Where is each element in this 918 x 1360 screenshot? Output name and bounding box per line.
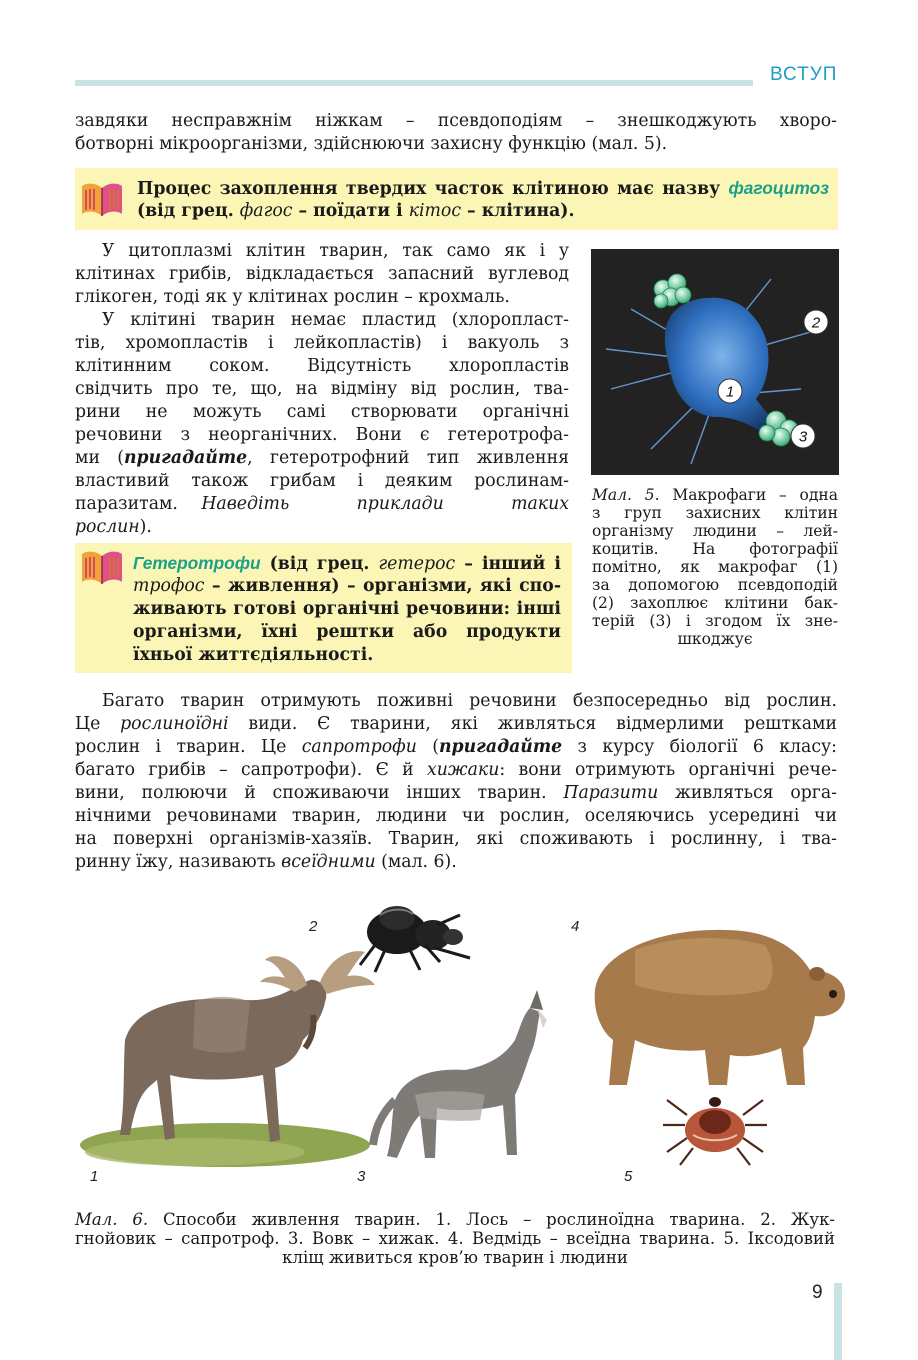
- para3-line-1: Багато тварин отримують поживні речовини безпосередньо від рослин.: [102, 691, 837, 711]
- definition-heterotrophs-line-5: їхньої життєдіяльності.: [133, 645, 374, 665]
- fig5-caption-line-7: (2) захоплює клітини бак-: [592, 594, 838, 612]
- para3-line-4: багато грибів – сапротрофи). Є й хижаки: вони отримують органічні рече-: [75, 760, 837, 780]
- fig5-caption-line-3: організму людини – лей-: [592, 522, 838, 540]
- wolf-illustration: [373, 990, 547, 1158]
- definition-heterotrophs-line-4: організми, їхні рештки або продукти: [133, 622, 561, 642]
- fig6-label-1: 1: [90, 1168, 99, 1185]
- para1-line-3: глікоген, тоді як у клітинах рослин – крохмаль.: [75, 287, 510, 307]
- definition-phagocytosis-line-2: (від грец. фагос – поїдати і кітос – клітина).: [137, 201, 575, 221]
- para3-line-2: Це рослиноїдні види. Є тварини, які живляться відмерлими рештками: [75, 714, 837, 734]
- fig5-caption-line-1: Мал. 5. Макрофаги – одна: [592, 486, 839, 504]
- fig6-caption-label: Мал. 6.: [75, 1210, 149, 1229]
- term-phagocytosis: фагоцитоз: [728, 178, 829, 198]
- para2-line-2: тів, хромопластів і лейкопластів) і вакуоль з: [75, 333, 569, 353]
- fig6-caption-line-2: гнойовик – сапротроф. 3. Вовк – хижак. 4. Ведмідь – всеїдна тварина. 5. Іксодовий: [75, 1229, 835, 1248]
- para3-line-8: ринну їжу, називають всеїдними (мал. 6).: [75, 852, 457, 872]
- fig5-label-3: 3: [798, 428, 808, 446]
- fig5-caption-line-8: терій (3) і згодом їх зне-: [592, 612, 838, 630]
- intro-line-2: ботворні мікроорганізми, здійснюючи захисну функцію (мал. 5).: [75, 134, 668, 154]
- fig6-label-4: 4: [571, 918, 580, 935]
- bear-illustration: [595, 930, 845, 1085]
- para2-line-10: рослин).: [75, 517, 152, 537]
- term-heterotrophs: Гетеротрофи: [133, 553, 261, 573]
- fig5-label-1: 1: [725, 383, 735, 401]
- fig5-caption-line-6: за допомогою псевдоподій: [592, 576, 838, 594]
- fig6-caption-line-3: кліщ живиться кров’ю тварин і людини: [282, 1248, 628, 1267]
- page-number: 9: [812, 1282, 823, 1303]
- page-side-bar: [834, 1283, 842, 1360]
- moose-illustration: [80, 951, 375, 1167]
- fig5-caption-line-4: коцитів. На фотографії: [592, 540, 838, 558]
- fig6-label-5: 5: [624, 1168, 633, 1185]
- book-icon: [80, 180, 124, 218]
- animals-illustration: [75, 890, 845, 1195]
- definition-heterotrophs-line-2: трофос – живлення) – організми, які спо-: [133, 576, 561, 596]
- para2-line-3: клітинним соком. Відсутність хлоропластів: [75, 356, 569, 376]
- para3-line-7: на поверхні організмів-хазяїв. Тварин, які споживають і рослинну, і тва-: [75, 829, 837, 849]
- fig5-caption-label: Мал. 5.: [592, 486, 660, 504]
- para2-line-8: властивий також грибам і деяким рослинам-: [75, 471, 569, 491]
- para2-line-1: У клітині тварин немає пластид (хлоропласт-: [102, 310, 569, 330]
- fig6-caption-line-1: Мал. 6. Способи живлення тварин. 1. Лось – рослиноїдна тварина. 2. Жук-: [75, 1210, 835, 1229]
- tick-illustration: [663, 1097, 767, 1165]
- fig5-caption-line-9: шкоджує: [677, 630, 753, 648]
- para1-line-2: клітинах грибів, відкладається запасний вуглевод: [75, 264, 569, 284]
- definition-heterotrophs-line-3: живають готові органічні речовини: інші: [133, 599, 561, 619]
- definition-phagocytosis-line-1: Процес захоплення твердих часток клітиною має назву фагоцитоз: [137, 178, 829, 199]
- para2-line-5: рини не можуть самі створювати органічні: [75, 402, 569, 422]
- header-rule: [75, 80, 753, 86]
- para2-line-6: речовини з неорганічних. Вони є гетеротрофа-: [75, 425, 569, 445]
- dung-beetle-illustration: [360, 906, 470, 972]
- intro-line-1: завдяки несправжнім ніжкам – псевдоподіям – знешкоджують хворо-: [75, 111, 837, 131]
- para2-line-9: паразитам. Наведіть приклади таких: [75, 494, 570, 514]
- definition-heterotrophs-line-1: Гетеротрофи (від грец. гетерос – інший і: [133, 553, 561, 574]
- para3-line-5: вини, полюючи й споживаючи інших тварин. Паразити живляться орга-: [75, 783, 837, 803]
- para2-line-4: свідчить про те, що, на відміну від рослин, тва-: [75, 379, 569, 399]
- macrophage-photo: [591, 249, 839, 475]
- fig6-label-3: 3: [357, 1168, 366, 1185]
- para3-line-6: нічними речовинами тварин, людини чи рослин, оселяючись усередині чи: [75, 806, 837, 826]
- para1-line-1: У цитоплазмі клітин тварин, так само як і у: [102, 241, 569, 261]
- para2-line-7: ми (пригадайте, гетеротрофний тип живлення: [75, 448, 569, 468]
- fig5-caption-line-2: з груп захисних клітин: [592, 504, 838, 522]
- para3-line-3: рослин і тварин. Це сапротрофи (пригадайте з курсу біології 6 класу:: [75, 737, 837, 757]
- section-title: ВСТУП: [770, 64, 838, 85]
- fig5-caption-line-5: помітно, як макрофаг (1): [592, 558, 838, 576]
- fig5-label-2: 2: [811, 314, 821, 332]
- book-icon: [80, 548, 124, 586]
- fig6-label-2: 2: [309, 918, 318, 935]
